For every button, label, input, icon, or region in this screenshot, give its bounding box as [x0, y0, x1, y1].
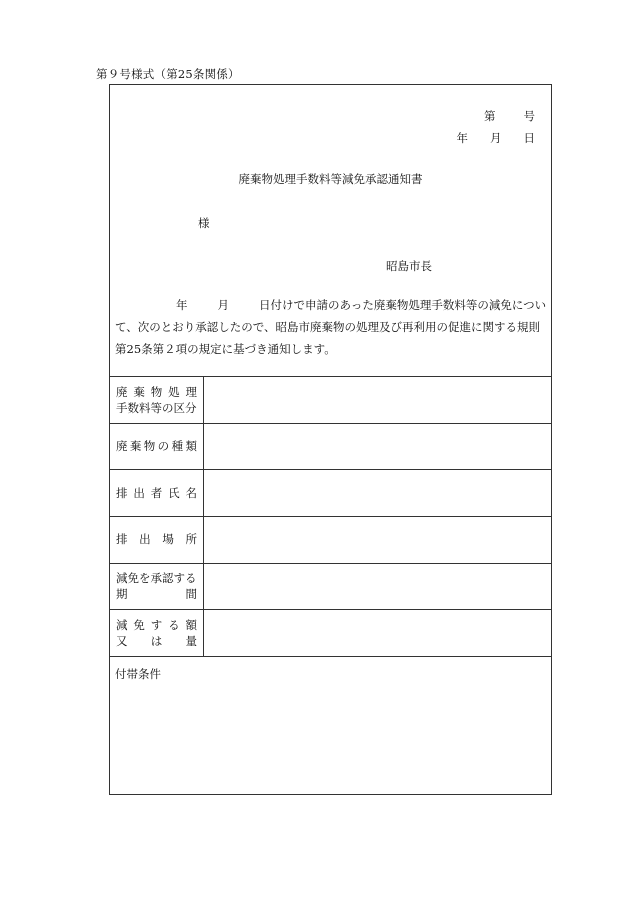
table-top-rule — [110, 376, 551, 377]
issuer-name: 昭島市長 — [386, 259, 432, 273]
row-divider — [110, 423, 551, 424]
body-line3-text: 第25条第２項の規定に基づき通知します。 — [115, 342, 336, 356]
issue-date — [457, 130, 536, 146]
discharger-name-label: 排 出 者 氏 名 — [116, 486, 197, 500]
document-title: 廃棄物処理手数料等減免承認通知書 — [238, 172, 423, 186]
date-year: 年 — [456, 131, 468, 145]
row5-line2: 期 間 — [116, 587, 197, 601]
row-divider — [110, 516, 551, 517]
notice-body — [115, 294, 550, 360]
addressee-honorific: 様 — [198, 216, 210, 230]
body-month: 月 — [217, 298, 229, 312]
notice-form — [109, 84, 552, 795]
body-line2-text: て、次のとおり承認したので、昭島市廃棄物の処理及び再利用の促進に関する規則 — [115, 320, 541, 334]
body-year: 年 — [176, 298, 188, 312]
row-divider — [110, 563, 551, 564]
reduction-amount-label — [116, 617, 197, 649]
row1-line1: 廃 棄 物 処 理 — [116, 385, 197, 399]
row1-line2: 手数料等の区分 — [116, 401, 197, 415]
approval-period-label — [116, 570, 197, 602]
waste-fee-category-label — [116, 384, 197, 416]
document-number — [484, 108, 535, 124]
body-line1-text: 日付けで申請のあった廃棄物処理手数料等の減免につい — [259, 298, 547, 312]
row-divider — [110, 609, 551, 610]
date-day: 日 — [523, 131, 535, 145]
row6-line1: 減 免 す る 額 — [116, 618, 197, 632]
form-number-label: 第９号様式（第25条関係） — [96, 67, 240, 81]
waste-type-label: 廃 棄 物 の 種 類 — [116, 439, 197, 453]
discharge-location-label: 排 出 場 所 — [116, 532, 197, 546]
date-month: 月 — [490, 131, 502, 145]
doc-number-prefix: 第 — [484, 109, 496, 123]
row6-line2: 又 は 量 — [116, 634, 197, 648]
table-bottom-rule — [110, 656, 551, 657]
row-divider — [110, 469, 551, 470]
doc-number-suffix: 号 — [523, 109, 535, 123]
label-column-divider — [203, 376, 204, 656]
row5-line1: 減免を承認する — [116, 571, 197, 585]
conditions-label: 付帯条件 — [115, 667, 161, 681]
